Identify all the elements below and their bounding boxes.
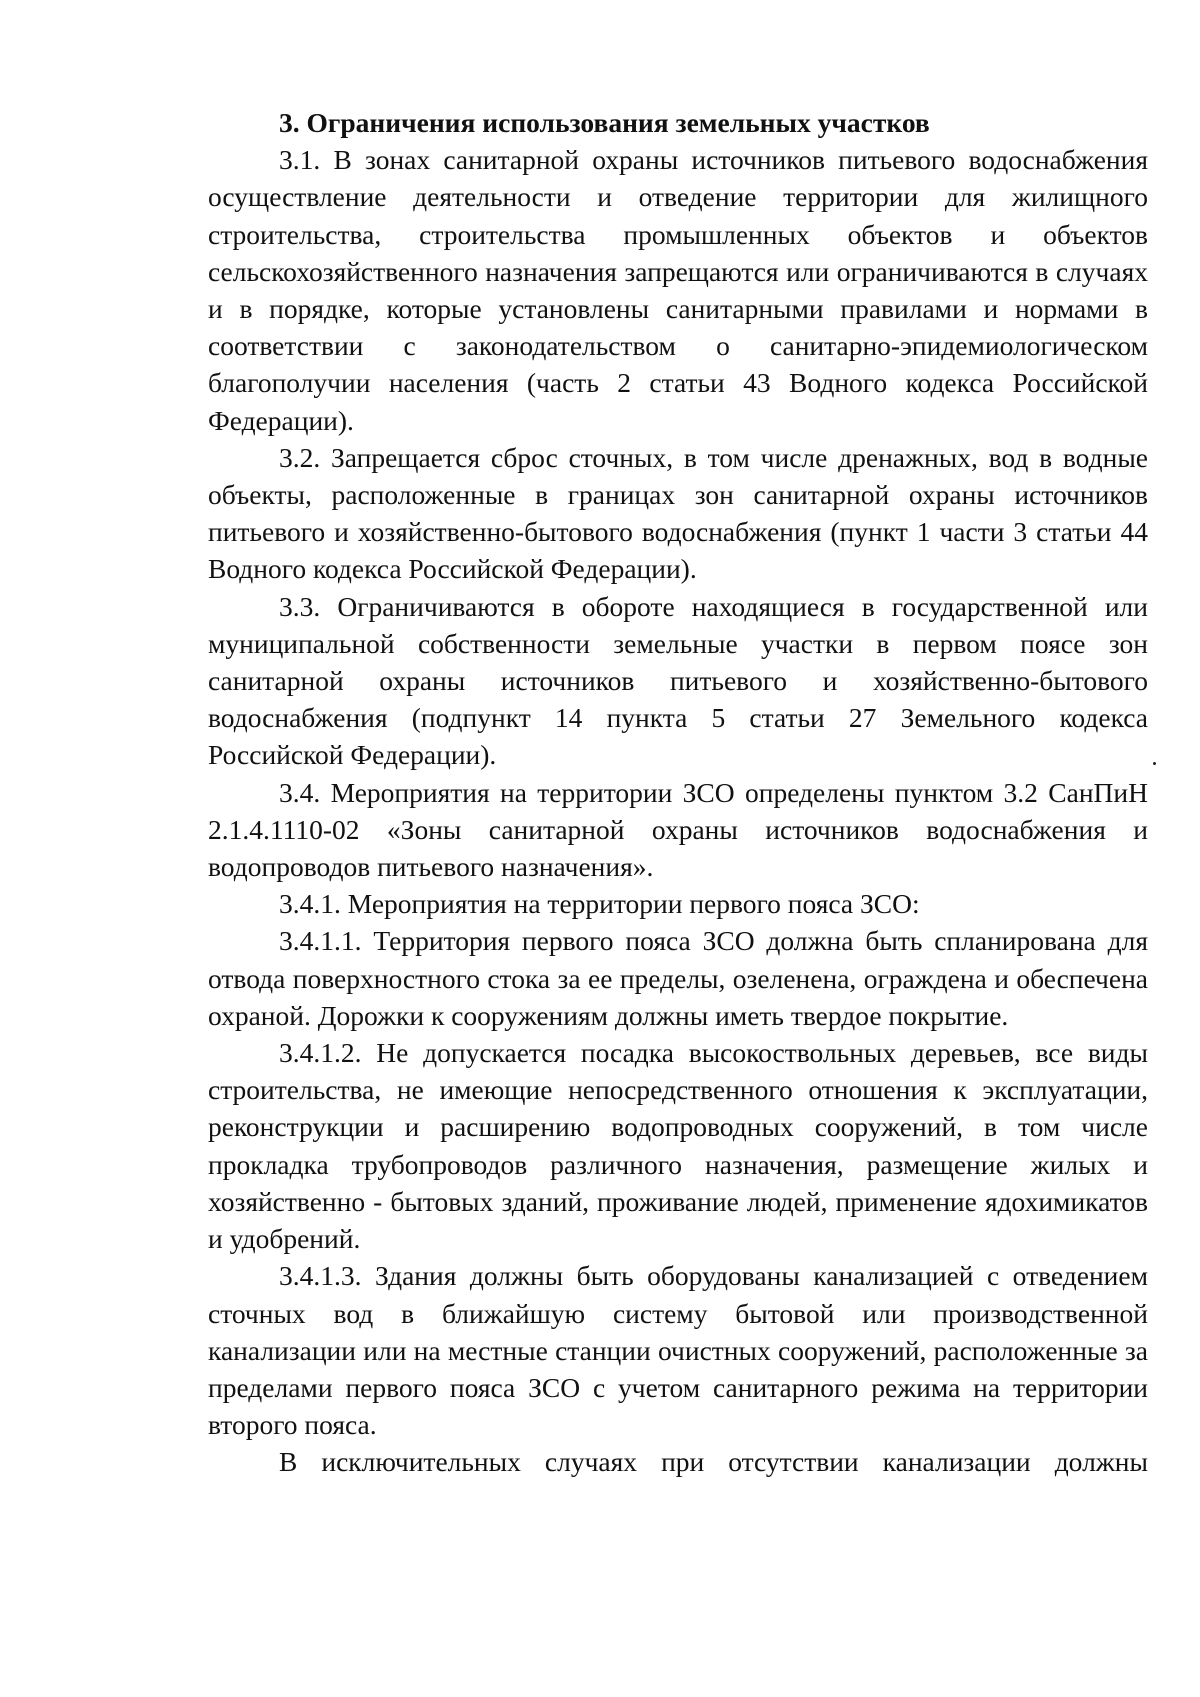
paragraph-3-4-1-2: 3.4.1.2. Не допускается посадка высокоствольных деревьев, все виды строительства, не имеющие непосредственного отношения к эксплуатации, реконструкции и расширению водопроводных сооружений, в том числе прокладка трубопроводов различного назначения, размещение жилых и хозяйственно - бытовых зданий, проживание людей, применение ядохимикатов и удобрений. [208, 1037, 1148, 1255]
paragraph-exceptional-cases: В исключительных случаях при отсутствии канализации должны [279, 1446, 1148, 1478]
paragraph-3-3: 3.3. Ограничиваются в обороте находящиеся в государственной или муниципальной собственности земельные участки в первом поясе зон санитарной охраны источников питьевого и хозяйственно-бытового водоснабжения (подпункт 14 пункта 5 статьи 27 Земельного кодекса Российской Федерации). [208, 590, 1148, 771]
paragraph-3-1: 3.1. В зонах санитарной охраны источников питьевого водоснабжения осуществление деятельности и отведение территории для жилищного строительства, строительства промышленных объектов и объектов сельскохозяйственного назначения запрещаются или ограничиваются в случаях и в порядке, которые установлены санитарными правилами и нормами в соответствии с законодательством о санитарно-эпидемиологическом благополучии населения (часть 2 статьи 43 Водного кодекса Российской Федерации). [208, 144, 1148, 436]
paragraph-3-4: 3.4. Мероприятия на территории ЗСО определены пунктом 3.2 СанПиН 2.1.4.1110-02 «Зоны санитарной охраны источников водоснабжения и водопроводов питьевого назначения». [208, 776, 1148, 883]
paragraph-3-2: 3.2. Запрещается сброс сточных, в том числе дренажных, вод в водные объекты, расположенные в границах зон санитарной охраны источников питьевого и хозяйственно-бытового водоснабжения (пункт 1 части 3 статьи 44 Водного кодекса Российской Федерации). [208, 441, 1148, 585]
document-page [208, 104, 1148, 1481]
section-heading: 3. Ограничения использования земельных участков [279, 107, 930, 138]
scan-speck [1153, 762, 1156, 765]
paragraph-3-4-1-1: 3.4.1.1. Территория первого пояса ЗСО должна быть спланирована для отвода поверхностного стока за ее пределы, озеленена, ограждена и обеспечена охраной. Дорожки к сооружениям должны иметь твердое покрытие. [208, 925, 1148, 1031]
paragraph-3-4-1: 3.4.1. Мероприятия на территории первого пояса ЗСО: [279, 888, 920, 920]
paragraph-3-4-1-3: 3.4.1.3. Здания должны быть оборудованы канализацией с отведением сточных вод в ближайшую систему бытовой или производственной канализации или на местные станции очистных сооружений, расположенные за пределами первого пояса ЗСО с учетом санитарного режима на территории второго пояса. [208, 1260, 1148, 1441]
